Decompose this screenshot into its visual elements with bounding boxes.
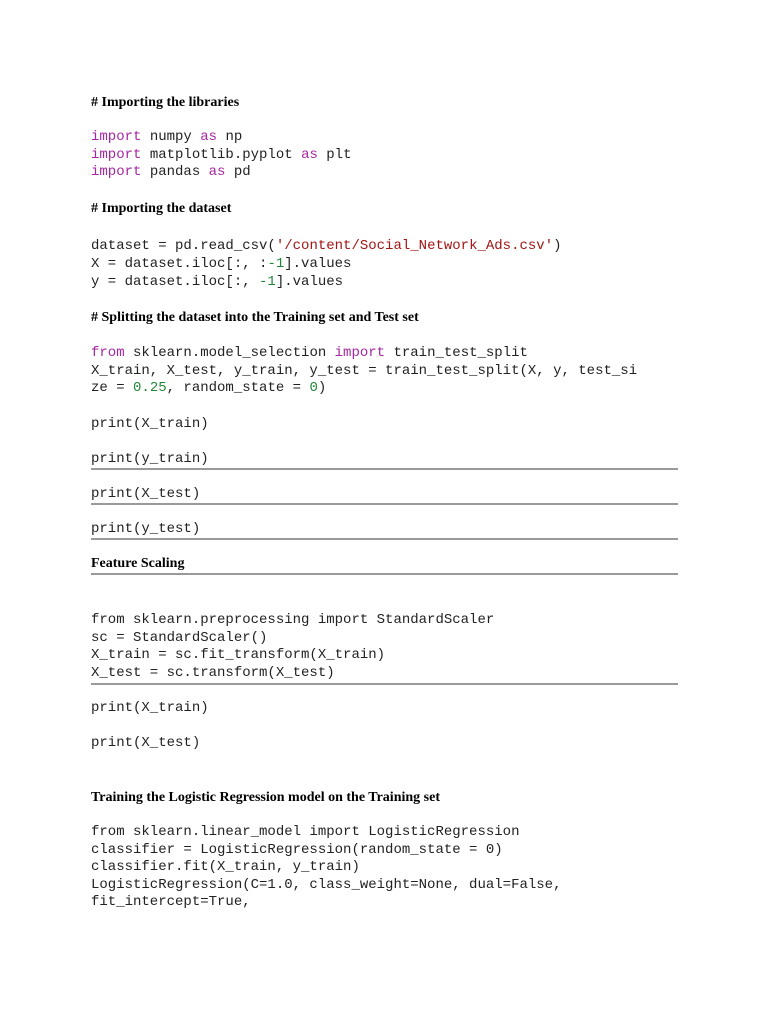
code-line: classifier = LogisticRegression(random_state = 0) xyxy=(91,841,503,858)
code-print-y-train: print(y_train) xyxy=(91,451,209,467)
divider-line xyxy=(91,573,678,575)
heading-importing-libraries: # Importing the libraries xyxy=(91,95,240,110)
code-text: pandas xyxy=(141,164,209,180)
code-text: sklearn.model_selection xyxy=(124,345,335,361)
code-text: ].values xyxy=(275,274,344,290)
code-text: ) xyxy=(317,380,327,396)
code-line: X_train = sc.fit_transform(X_train) xyxy=(91,647,386,663)
divider-line xyxy=(91,538,678,540)
code-line xyxy=(91,164,351,182)
code-line xyxy=(91,237,562,255)
code-line xyxy=(91,147,351,165)
code-line: from sklearn.preprocessing import StandardScaler xyxy=(91,612,495,628)
code-text: X = dataset.iloc[:, : xyxy=(91,256,268,272)
code-line xyxy=(91,129,351,147)
code-block-imports xyxy=(91,129,351,182)
keyword: import xyxy=(91,146,142,163)
code-line: fit_intercept=True, xyxy=(91,894,251,910)
code-block-logreg xyxy=(91,824,561,912)
code-block-dataset xyxy=(91,237,562,291)
keyword: from xyxy=(91,345,125,361)
code-text: np xyxy=(217,129,243,145)
code-text: train_test_split xyxy=(385,345,528,361)
heading-importing-dataset: # Importing the dataset xyxy=(91,201,232,216)
number-literal: 0 xyxy=(309,380,318,396)
code-line: X_train, X_test, y_train, y_test = train_test_split(X, y, test_si xyxy=(91,362,638,379)
code-text: dataset = pd.read_csv( xyxy=(91,238,276,254)
code-line: classifier.fit(X_train, y_train) xyxy=(91,859,360,875)
code-text: pd xyxy=(225,164,251,180)
code-line: sc = StandardScaler() xyxy=(91,629,268,646)
code-line xyxy=(91,345,637,363)
keyword: import xyxy=(334,345,386,361)
divider-line xyxy=(91,683,678,685)
code-text: ].values xyxy=(284,256,352,272)
keyword: import xyxy=(91,164,142,180)
code-text: , random_state = xyxy=(166,380,310,396)
heading-training-logistic-regression: Training the Logistic Regression model on the Training set xyxy=(91,790,440,805)
code-text: y = dataset.iloc[:, xyxy=(91,274,260,290)
code-line xyxy=(91,380,637,398)
code-text: plt xyxy=(317,146,352,163)
number-literal: 0.25 xyxy=(133,380,167,396)
code-text: matplotlib.pyplot xyxy=(141,146,302,163)
code-print-x-train: print(X_train) xyxy=(91,416,209,432)
code-text: ze = xyxy=(91,380,134,396)
divider-line xyxy=(91,468,678,470)
divider-line xyxy=(91,503,678,505)
code-print-x-test: print(X_test) xyxy=(91,486,201,502)
keyword: import xyxy=(91,129,142,145)
code-text: ) xyxy=(553,238,562,254)
code-print-x-train-scaled: print(X_train) xyxy=(91,700,209,716)
code-block-split xyxy=(91,345,637,398)
keyword: as xyxy=(200,129,218,145)
code-line: LogisticRegression(C=1.0, class_weight=None, dual=False, xyxy=(91,876,562,893)
keyword: as xyxy=(208,164,226,180)
heading-feature-scaling: Feature Scaling xyxy=(91,556,185,571)
heading-splitting-dataset: # Splitting the dataset into the Training set and Test set xyxy=(91,310,419,325)
code-line xyxy=(91,255,562,273)
code-line xyxy=(91,273,562,291)
code-print-y-test: print(y_test) xyxy=(91,521,201,537)
code-text: numpy xyxy=(141,129,201,145)
string-literal: '/content/Social_Network_Ads.csv' xyxy=(275,238,554,254)
code-line: X_test = sc.transform(X_test) xyxy=(91,664,335,681)
number-literal: -1 xyxy=(259,274,276,290)
code-line: from sklearn.linear_model import LogisticRegression xyxy=(91,824,520,840)
code-print-x-test-scaled: print(X_test) xyxy=(91,735,201,751)
code-block-scaling xyxy=(91,612,494,682)
keyword: as xyxy=(301,146,318,163)
number-literal: -1 xyxy=(267,256,285,272)
